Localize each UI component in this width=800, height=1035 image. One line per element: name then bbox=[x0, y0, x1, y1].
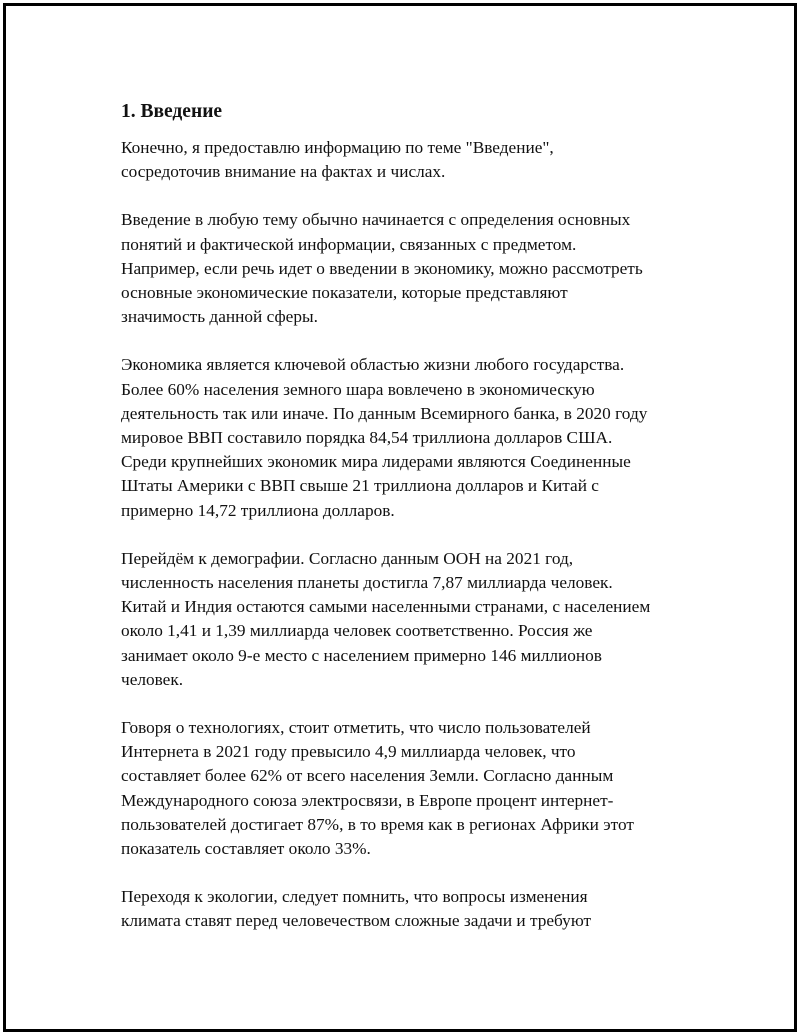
paragraph-line: человек. bbox=[121, 669, 184, 689]
paragraph-intro bbox=[121, 136, 701, 184]
paragraph-technology bbox=[121, 716, 701, 861]
paragraph-line: Переходя к экологии, следует помнить, что вопросы изменения bbox=[121, 887, 588, 907]
paragraph-economy bbox=[121, 353, 701, 522]
paragraph-line: Конечно, я предоставлю информацию по теме "Введение", bbox=[121, 138, 554, 157]
paragraph-demography bbox=[121, 547, 701, 692]
paragraph-line: Экономика является ключевой областью жизни любого государства. bbox=[121, 355, 625, 375]
paragraph-line: около 1,41 и 1,39 миллиарда человек соответственно. Россия же bbox=[121, 621, 593, 641]
paragraph-line: деятельность так или иначе. По данным Всемирного банка, в 2020 году bbox=[121, 403, 648, 423]
paragraph-line: пользователей достигает 87%, в то время как в регионах Африки этот bbox=[121, 814, 634, 834]
paragraph-line: Более 60% населения земного шара вовлечено в экономическую bbox=[121, 379, 595, 399]
paragraph-line: Например, если речь идет о введении в экономику, можно рассмотреть bbox=[121, 258, 643, 278]
document-heading: 1. Введение bbox=[121, 101, 223, 122]
paragraph-ecology bbox=[121, 885, 701, 933]
paragraph-line: Китай и Индия остаются самыми населенными странами, с населением bbox=[121, 597, 651, 617]
paragraph-line: Интернета в 2021 году превысило 4,9 миллиарда человек, что bbox=[121, 742, 576, 762]
paragraph-line: Перейдём к демографии. Согласно данным ООН на 2021 год, bbox=[121, 548, 574, 568]
paragraph-line: составляет более 62% от всего населения Земли. Согласно данным bbox=[121, 766, 614, 786]
document-body bbox=[121, 99, 701, 958]
page-frame bbox=[3, 3, 797, 1032]
paragraph-line: Введение в любую тему обычно начинается с определения основных bbox=[121, 210, 631, 230]
paragraph-line: климата ставят перед человечеством сложные задачи и требуют bbox=[121, 911, 592, 931]
paragraph-line: Среди крупнейших экономик мира лидерами являются Соединенные bbox=[121, 452, 631, 472]
paragraph-line: понятий и фактической информации, связанных с предметом. bbox=[121, 234, 577, 254]
paragraph-line: сосредоточив внимание на фактах и числах. bbox=[121, 162, 446, 182]
paragraph-line: показатель составляет около 33%. bbox=[121, 839, 371, 859]
paragraph-line: занимает около 9-е место с населением примерно 146 миллионов bbox=[121, 645, 602, 665]
paragraph-line: основные экономические показатели, которые представляют bbox=[121, 283, 568, 303]
paragraph-line: Штаты Америки с ВВП свыше 21 триллиона долларов и Китай с bbox=[121, 476, 599, 496]
paragraph-line: Международного союза электросвязи, в Европе процент интернет- bbox=[121, 790, 614, 810]
paragraph-line: примерно 14,72 триллиона долларов. bbox=[121, 500, 395, 520]
paragraph-line: мировое ВВП составило порядка 84,54 триллиона долларов США. bbox=[121, 428, 613, 448]
paragraph-definition bbox=[121, 208, 701, 329]
paragraph-line: Говоря о технологиях, стоит отметить, что число пользователей bbox=[121, 718, 591, 738]
paragraph-line: численность населения планеты достигла 7,87 миллиарда человек. bbox=[121, 573, 613, 593]
paragraph-line: значимость данной сферы. bbox=[121, 307, 318, 327]
